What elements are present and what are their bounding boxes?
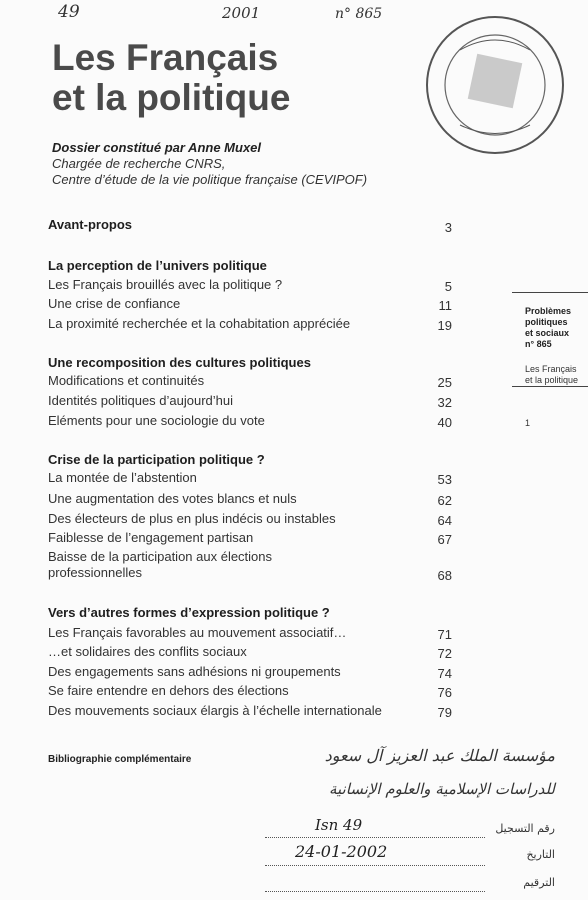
toc-item-page: 74 xyxy=(437,666,452,681)
title-line-2: et la politique xyxy=(52,77,291,118)
toc-item-page: 68 xyxy=(437,568,452,583)
sidebar-rule-top xyxy=(512,292,588,293)
sidebar-rule-bottom xyxy=(512,386,588,387)
toc-item: Une augmentation des votes blancs et nuls xyxy=(48,491,297,506)
stamp-reg-value: Isn 49 xyxy=(315,816,363,834)
toc-item: Eléments pour une sociologie du vote xyxy=(48,413,265,428)
series-name xyxy=(525,306,571,350)
toc-section-title: Vers d’autres formes d’expression politique ? xyxy=(48,605,330,620)
toc-item: …et solidaires des conflits sociaux xyxy=(48,644,247,659)
library-registration-stamp xyxy=(235,740,555,900)
toc-item: Une crise de confiance xyxy=(48,296,181,311)
toc-item: Identités politiques d’aujourd’hui xyxy=(48,393,234,408)
toc-item: Faiblesse de l’engagement partisan xyxy=(48,530,254,545)
toc-item: Des électeurs de plus en plus indécis ou instables xyxy=(48,511,336,526)
library-seal-stamp xyxy=(420,10,570,160)
toc-item-page: 25 xyxy=(437,375,452,390)
toc-item-page: 72 xyxy=(437,646,452,661)
series-subtitle xyxy=(525,364,578,386)
series-line: et sociaux xyxy=(525,328,570,338)
toc-item-page: 5 xyxy=(444,279,452,294)
toc-item: Les Français brouillés avec la politique ? xyxy=(48,277,283,292)
stamp-institution-line-1: مؤسسة الملك عبد العزيز آل سعود xyxy=(324,746,555,765)
author-role-1: Chargée de recherche CNRS, xyxy=(52,156,226,171)
title-line-1: Les Français xyxy=(52,37,279,78)
handwritten-year: 2001 xyxy=(222,4,261,22)
toc-item-page: 62 xyxy=(437,493,452,508)
toc-item-page: 40 xyxy=(437,415,452,430)
toc-item: Les Français favorables au mouvement associatif… xyxy=(48,625,347,640)
subtitle-line: Les Français xyxy=(525,364,577,374)
sidebar-page-number: 1 xyxy=(525,418,531,428)
toc-item-page: 32 xyxy=(437,395,452,410)
author-role-2: Centre d’étude de la vie politique française (CEVIPOF) xyxy=(52,172,368,187)
toc-bibliography: Bibliographie complémentaire xyxy=(48,754,192,765)
stamp-institution-line-2: للدراسات الإسلامية والعلوم الإنسانية xyxy=(328,780,555,798)
page-title xyxy=(52,38,290,118)
stamp-rule xyxy=(265,890,485,892)
toc-item-page: 76 xyxy=(437,685,452,700)
stamp-class-label: الترقيم xyxy=(523,876,555,889)
toc-item: Se faire entendre en dehors des élections xyxy=(48,683,289,698)
stamp-rule xyxy=(265,836,485,838)
toc-item: Baisse de la participation aux élections xyxy=(48,549,273,564)
series-number: n° 865 xyxy=(525,339,552,349)
toc-item: Modifications et continuités xyxy=(48,373,205,388)
stamp-date-value: 24-01-2002 xyxy=(295,842,388,861)
stamp-date-label: التاريخ xyxy=(526,848,555,861)
toc-item: Des mouvements sociaux élargis à l’échelle internationale xyxy=(48,703,382,718)
toc-item: La montée de l’abstention xyxy=(48,470,197,485)
toc-item-page: 79 xyxy=(437,705,452,720)
handwritten-issue: n° 865 xyxy=(335,6,383,22)
toc-item: La proximité recherchée et la cohabitation appréciée xyxy=(48,316,351,331)
toc-section-title: Une recomposition des cultures politiques xyxy=(48,355,311,370)
handwritten-number: 49 xyxy=(58,2,80,22)
series-line: politiques xyxy=(525,317,568,327)
stamp-reg-label: رقم التسجيل xyxy=(495,822,555,835)
toc-item: Des engagements sans adhésions ni groupements xyxy=(48,664,341,679)
toc-item-page: 11 xyxy=(438,298,452,313)
toc-item-page: 53 xyxy=(437,472,452,487)
toc-section-title: Crise de la participation politique ? xyxy=(48,452,265,467)
series-line: Problèmes xyxy=(525,306,572,316)
author-name: Dossier constitué par Anne Muxel xyxy=(52,140,262,155)
toc-item-page: 71 xyxy=(437,627,452,642)
subtitle-line: et la politique xyxy=(525,375,579,385)
toc-item-page: 19 xyxy=(437,318,452,333)
toc-item-continued: professionnelles xyxy=(48,565,142,580)
toc-item-page: 64 xyxy=(437,513,452,528)
toc-avant-propos: Avant-propos xyxy=(48,217,133,232)
author-block xyxy=(52,140,367,188)
toc-avant-propos-page: 3 xyxy=(444,220,452,235)
toc-section-title: La perception de l’univers politique xyxy=(48,258,267,273)
toc-item-page: 67 xyxy=(437,532,452,547)
stamp-rule xyxy=(265,864,485,866)
